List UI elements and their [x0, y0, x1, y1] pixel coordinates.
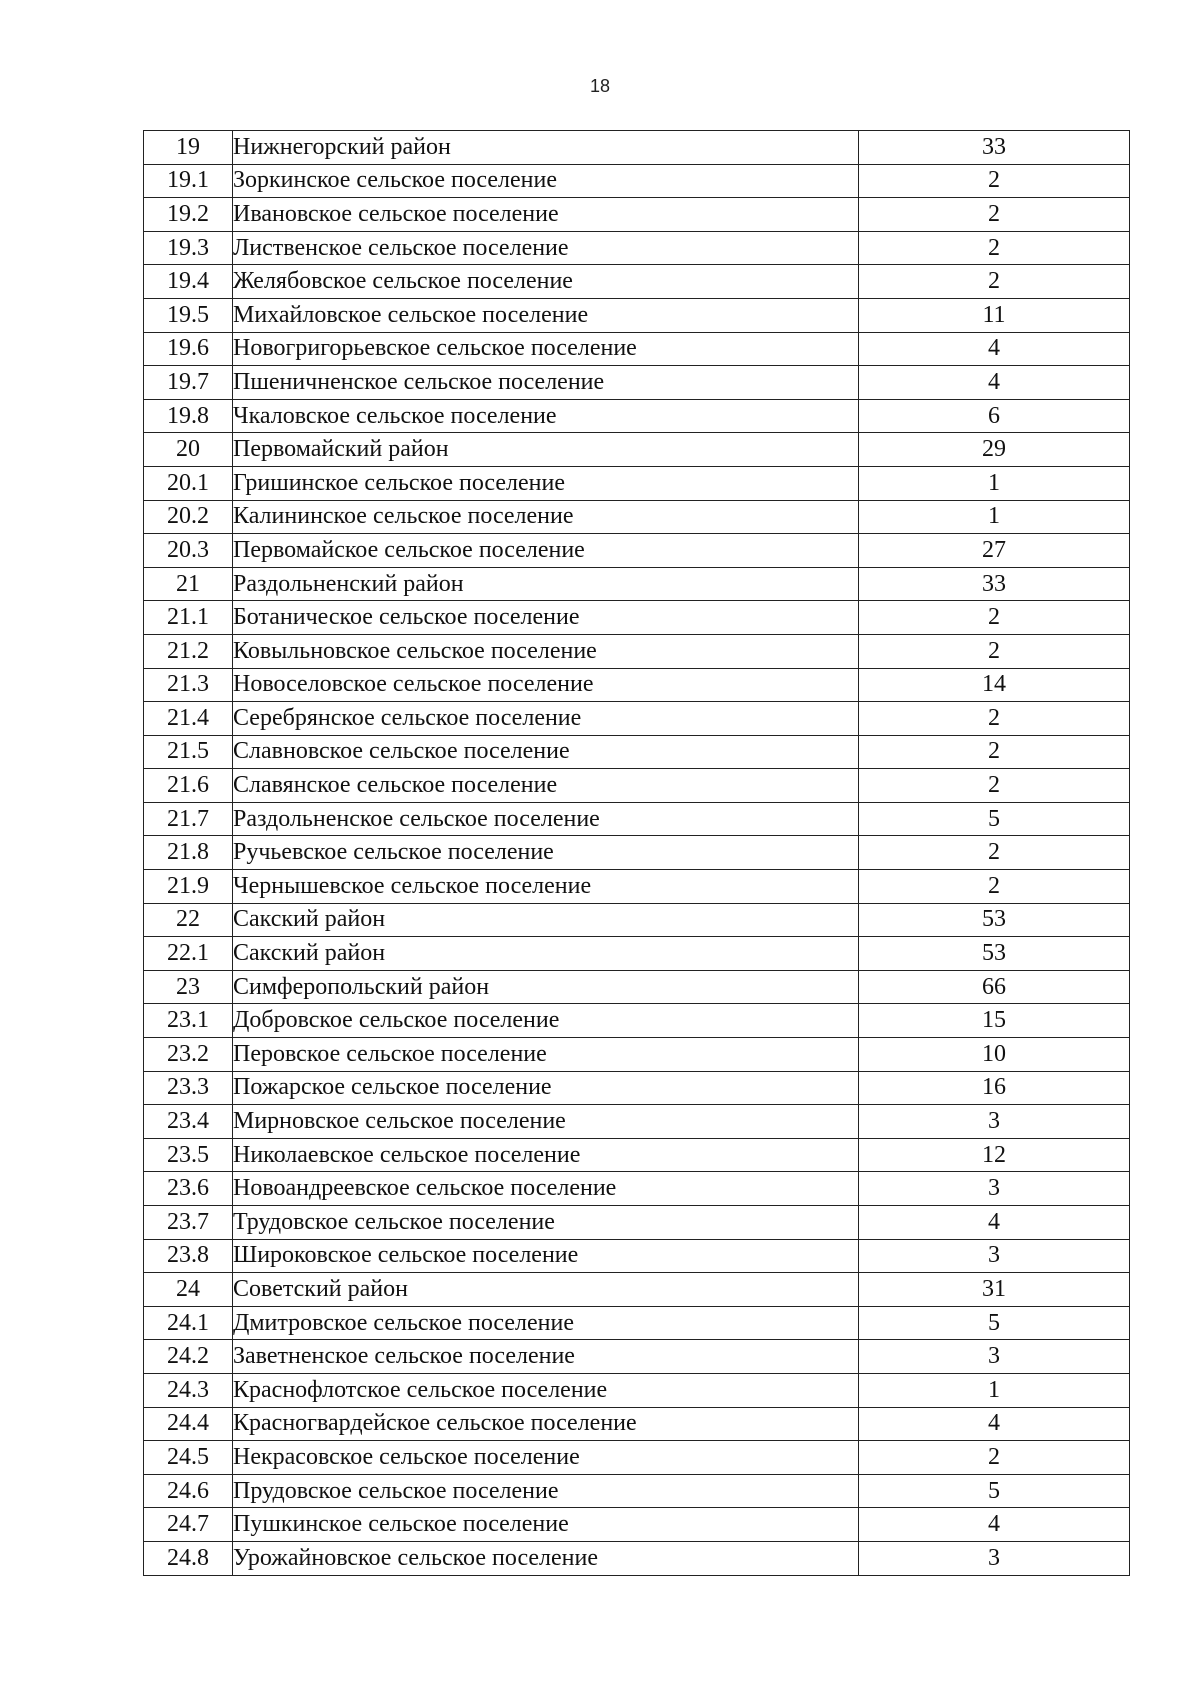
- row-count-cell: 2: [859, 265, 1130, 299]
- row-count-cell: 53: [859, 903, 1130, 937]
- row-count-cell: 5: [859, 1306, 1130, 1340]
- row-number-cell: 19.4: [144, 265, 233, 299]
- table-row: [144, 231, 1130, 265]
- row-number-cell: 23.3: [144, 1071, 233, 1105]
- row-name-cell: Ивановское сельское поселение: [233, 198, 859, 232]
- table-row: [144, 1206, 1130, 1240]
- row-name-cell: Мирновское сельское поселение: [233, 1105, 859, 1139]
- row-name-cell: Перовское сельское поселение: [233, 1038, 859, 1072]
- row-count-cell: 3: [859, 1239, 1130, 1273]
- table-row: [144, 534, 1130, 568]
- row-number-cell: 23: [144, 970, 233, 1004]
- row-count-cell: 3: [859, 1172, 1130, 1206]
- row-name-cell: Краснофлотское сельское поселение: [233, 1373, 859, 1407]
- row-name-cell: Раздольненский район: [233, 567, 859, 601]
- table-row: [144, 1407, 1130, 1441]
- table-row: [144, 1239, 1130, 1273]
- table-row: [144, 937, 1130, 971]
- settlements-table: [143, 130, 1130, 1576]
- row-name-cell: Симферопольский район: [233, 970, 859, 1004]
- row-name-cell: Урожайновское сельское поселение: [233, 1541, 859, 1575]
- row-number-cell: 21.8: [144, 836, 233, 870]
- row-name-cell: Серебрянское сельское поселение: [233, 702, 859, 736]
- row-count-cell: 29: [859, 433, 1130, 467]
- row-count-cell: 2: [859, 702, 1130, 736]
- table-row: [144, 1441, 1130, 1475]
- row-count-cell: 53: [859, 937, 1130, 971]
- table-row: [144, 601, 1130, 635]
- row-count-cell: 2: [859, 601, 1130, 635]
- row-name-cell: Прудовское сельское поселение: [233, 1474, 859, 1508]
- row-name-cell: Зоркинское сельское поселение: [233, 164, 859, 198]
- row-name-cell: Первомайское сельское поселение: [233, 534, 859, 568]
- row-name-cell: Широковское сельское поселение: [233, 1239, 859, 1273]
- row-count-cell: 2: [859, 769, 1130, 803]
- row-count-cell: 2: [859, 870, 1130, 904]
- row-count-cell: 3: [859, 1105, 1130, 1139]
- row-name-cell: Славянское сельское поселение: [233, 769, 859, 803]
- table-row: [144, 870, 1130, 904]
- table-row: [144, 466, 1130, 500]
- row-name-cell: Чкаловское сельское поселение: [233, 399, 859, 433]
- row-number-cell: 20.3: [144, 534, 233, 568]
- table-row: [144, 265, 1130, 299]
- row-number-cell: 23.2: [144, 1038, 233, 1072]
- row-count-cell: 6: [859, 399, 1130, 433]
- row-number-cell: 19.8: [144, 399, 233, 433]
- row-number-cell: 24.5: [144, 1441, 233, 1475]
- table-row: [144, 1273, 1130, 1307]
- row-count-cell: 4: [859, 1206, 1130, 1240]
- table-row: [144, 1541, 1130, 1575]
- row-name-cell: Чернышевское сельское поселение: [233, 870, 859, 904]
- row-number-cell: 20: [144, 433, 233, 467]
- row-name-cell: Николаевское сельское поселение: [233, 1138, 859, 1172]
- table-row: [144, 1306, 1130, 1340]
- row-count-cell: 33: [859, 567, 1130, 601]
- table-row: [144, 1373, 1130, 1407]
- row-number-cell: 21.6: [144, 769, 233, 803]
- row-count-cell: 16: [859, 1071, 1130, 1105]
- table-row: [144, 198, 1130, 232]
- row-name-cell: Некрасовское сельское поселение: [233, 1441, 859, 1475]
- row-number-cell: 24.1: [144, 1306, 233, 1340]
- row-name-cell: Пушкинское сельское поселение: [233, 1508, 859, 1542]
- row-count-cell: 2: [859, 735, 1130, 769]
- row-count-cell: 3: [859, 1340, 1130, 1374]
- row-number-cell: 24.6: [144, 1474, 233, 1508]
- table-row: [144, 702, 1130, 736]
- row-number-cell: 20.1: [144, 466, 233, 500]
- table-row: [144, 1508, 1130, 1542]
- row-name-cell: Сакский район: [233, 903, 859, 937]
- table-row: [144, 1138, 1130, 1172]
- row-count-cell: 33: [859, 131, 1130, 165]
- row-name-cell: Ботаническое сельское поселение: [233, 601, 859, 635]
- row-count-cell: 4: [859, 1508, 1130, 1542]
- row-number-cell: 23.5: [144, 1138, 233, 1172]
- table-row: [144, 802, 1130, 836]
- table-row: [144, 1071, 1130, 1105]
- row-number-cell: 19.2: [144, 198, 233, 232]
- row-count-cell: 14: [859, 668, 1130, 702]
- row-count-cell: 12: [859, 1138, 1130, 1172]
- row-name-cell: Красногвардейское сельское поселение: [233, 1407, 859, 1441]
- table-row: [144, 332, 1130, 366]
- table-row: [144, 433, 1130, 467]
- row-name-cell: Советский район: [233, 1273, 859, 1307]
- table-row: [144, 1340, 1130, 1374]
- row-number-cell: 19.5: [144, 298, 233, 332]
- table-row: [144, 366, 1130, 400]
- row-number-cell: 24.4: [144, 1407, 233, 1441]
- table-row: [144, 668, 1130, 702]
- row-count-cell: 4: [859, 332, 1130, 366]
- row-count-cell: 4: [859, 1407, 1130, 1441]
- row-number-cell: 21.1: [144, 601, 233, 635]
- row-number-cell: 24: [144, 1273, 233, 1307]
- row-count-cell: 66: [859, 970, 1130, 1004]
- row-number-cell: 21.5: [144, 735, 233, 769]
- table-row: [144, 399, 1130, 433]
- row-name-cell: Заветненское сельское поселение: [233, 1340, 859, 1374]
- table-row: [144, 131, 1130, 165]
- table-row: [144, 735, 1130, 769]
- table-row: [144, 164, 1130, 198]
- row-name-cell: Славновское сельское поселение: [233, 735, 859, 769]
- row-number-cell: 21: [144, 567, 233, 601]
- row-name-cell: Михайловское сельское поселение: [233, 298, 859, 332]
- row-number-cell: 21.7: [144, 802, 233, 836]
- row-number-cell: 22: [144, 903, 233, 937]
- row-number-cell: 24.3: [144, 1373, 233, 1407]
- table-row: [144, 1474, 1130, 1508]
- row-name-cell: Новоандреевское сельское поселение: [233, 1172, 859, 1206]
- table-row: [144, 298, 1130, 332]
- table-row: [144, 634, 1130, 668]
- row-number-cell: 19.6: [144, 332, 233, 366]
- row-name-cell: Новогригорьевское сельское поселение: [233, 332, 859, 366]
- row-count-cell: 2: [859, 164, 1130, 198]
- row-number-cell: 21.2: [144, 634, 233, 668]
- row-count-cell: 11: [859, 298, 1130, 332]
- row-number-cell: 23.6: [144, 1172, 233, 1206]
- table-row: [144, 903, 1130, 937]
- row-name-cell: Трудовское сельское поселение: [233, 1206, 859, 1240]
- row-count-cell: 2: [859, 836, 1130, 870]
- row-count-cell: 31: [859, 1273, 1130, 1307]
- row-number-cell: 21.4: [144, 702, 233, 736]
- row-name-cell: Ковыльновское сельское поселение: [233, 634, 859, 668]
- row-name-cell: Дмитровское сельское поселение: [233, 1306, 859, 1340]
- row-name-cell: Желябовское сельское поселение: [233, 265, 859, 299]
- row-count-cell: 3: [859, 1541, 1130, 1575]
- row-count-cell: 4: [859, 366, 1130, 400]
- row-name-cell: Первомайский район: [233, 433, 859, 467]
- page-number: 18: [589, 76, 611, 96]
- row-name-cell: Сакский район: [233, 937, 859, 971]
- row-count-cell: 27: [859, 534, 1130, 568]
- row-count-cell: 2: [859, 1441, 1130, 1475]
- row-number-cell: 19.3: [144, 231, 233, 265]
- row-number-cell: 24.7: [144, 1508, 233, 1542]
- row-count-cell: 5: [859, 1474, 1130, 1508]
- row-number-cell: 23.1: [144, 1004, 233, 1038]
- row-name-cell: Новоселовское сельское поселение: [233, 668, 859, 702]
- row-name-cell: Гришинское сельское поселение: [233, 466, 859, 500]
- row-number-cell: 23.7: [144, 1206, 233, 1240]
- row-name-cell: Калининское сельское поселение: [233, 500, 859, 534]
- row-number-cell: 19: [144, 131, 233, 165]
- row-number-cell: 19.1: [144, 164, 233, 198]
- table-row: [144, 970, 1130, 1004]
- row-name-cell: Раздольненское сельское поселение: [233, 802, 859, 836]
- table-row: [144, 500, 1130, 534]
- row-number-cell: 23.8: [144, 1239, 233, 1273]
- row-number-cell: 19.7: [144, 366, 233, 400]
- row-count-cell: 1: [859, 1373, 1130, 1407]
- table-row: [144, 1105, 1130, 1139]
- row-name-cell: Добровское сельское поселение: [233, 1004, 859, 1038]
- row-number-cell: 24.8: [144, 1541, 233, 1575]
- row-name-cell: Пшеничненское сельское поселение: [233, 366, 859, 400]
- row-number-cell: 20.2: [144, 500, 233, 534]
- table-row: [144, 1038, 1130, 1072]
- table-row: [144, 769, 1130, 803]
- row-count-cell: 10: [859, 1038, 1130, 1072]
- row-number-cell: 21.9: [144, 870, 233, 904]
- row-count-cell: 15: [859, 1004, 1130, 1038]
- row-count-cell: 1: [859, 466, 1130, 500]
- row-count-cell: 2: [859, 231, 1130, 265]
- row-count-cell: 1: [859, 500, 1130, 534]
- table-row: [144, 1004, 1130, 1038]
- row-number-cell: 23.4: [144, 1105, 233, 1139]
- row-count-cell: 5: [859, 802, 1130, 836]
- row-name-cell: Лиственское сельское поселение: [233, 231, 859, 265]
- row-name-cell: Нижнегорский район: [233, 131, 859, 165]
- table-row: [144, 1172, 1130, 1206]
- row-number-cell: 21.3: [144, 668, 233, 702]
- row-count-cell: 2: [859, 634, 1130, 668]
- row-count-cell: 2: [859, 198, 1130, 232]
- row-number-cell: 24.2: [144, 1340, 233, 1374]
- row-name-cell: Пожарское сельское поселение: [233, 1071, 859, 1105]
- table-body: [144, 131, 1130, 1576]
- row-name-cell: Ручьевское сельское поселение: [233, 836, 859, 870]
- table-row: [144, 836, 1130, 870]
- row-number-cell: 22.1: [144, 937, 233, 971]
- table-row: [144, 567, 1130, 601]
